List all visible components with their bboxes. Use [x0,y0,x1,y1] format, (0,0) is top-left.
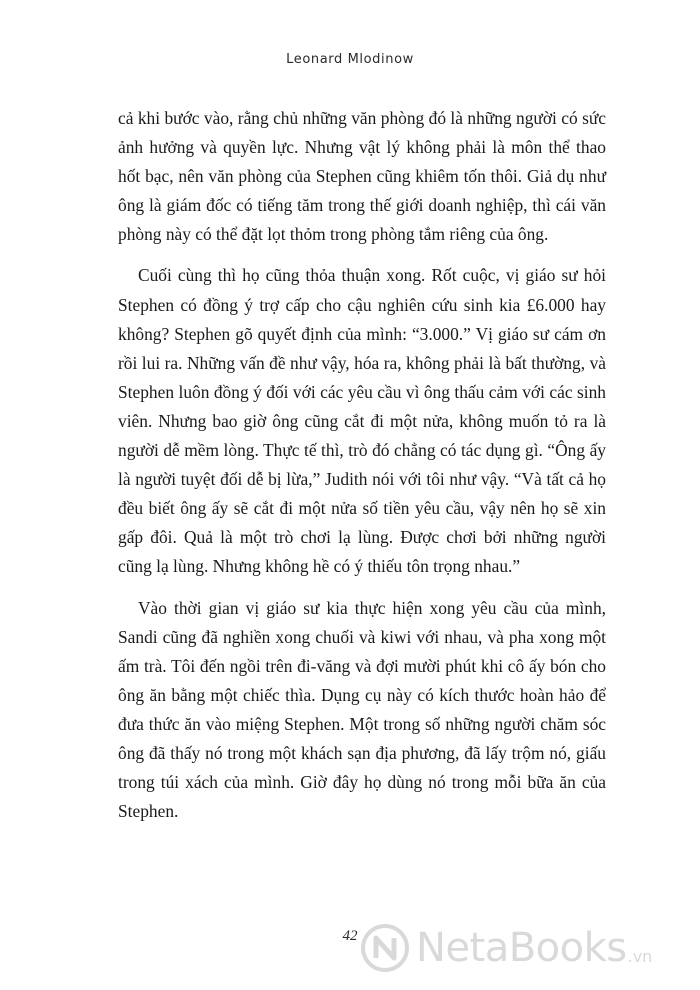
running-head-author: Leonard Mlodinow [286,52,414,67]
netabooks-logo-icon [360,923,410,973]
watermark-suffix: .vn [627,946,653,966]
watermark-brand: NetaBooks [416,925,627,971]
paragraph-1: cả khi bước vào, rằng chủ những văn phòng đó là những người có sức ảnh hưởng và quyền lực. Nhưng vật lý không phải là môn thể thao hốt bạc, nên văn phòng của Stephen cũng khiêm tốn thôi. Giả dụ như ông là giám đốc có tiếng tăm trong thế giới doanh nghiệp, thì cái văn phòng này có thể đặt lọt thỏm trong phòng tắm riêng của ông. [118,108,606,245]
paragraph-3: Vào thời gian vị giáo sư kia thực hiện xong yêu cầu của mình, Sandi cũng đã nghiền xong chuối và kiwi với nhau, và pha xong một ấm trà. Tôi đến ngồi trên đi-văng và đợi mười phút khi cô ấy bón cho ông ăn bằng một chiếc thìa. Dụng cụ này có kích thước hoàn hảo để đưa thức ăn vào miệng Stephen. Một trong số những người chăm sóc ông đã thấy nó trong một khách sạn địa phương, đã lấy trộm nó, giấu trong túi xách của mình. Giờ đây họ dùng nó trong mỗi bữa ăn của Stephen. [118,597,606,822]
paragraph-2: Cuối cùng thì họ cũng thỏa thuận xong. Rốt cuộc, vị giáo sư hỏi Stephen có đồng ý trợ cấp cho cậu nghiên cứu sinh kia £6.000 hay không? Stephen gõ quyết định của mình: “3.000.” Vị giáo sư cám ơn rồi lui ra. Những vấn đề như vậy, hóa ra, không phải là bất thường, và Stephen luôn đồng ý đối với các yêu cầu vì ông thấu cảm với các sinh viên. Nhưng bao giờ ông cũng cắt đi một nửa, không muốn tỏ ra là người dễ mềm lòng. Thực tế thì, trò đó chẳng có tác dụng gì. “Ông ấy là người tuyệt đối dễ bị lừa,” Judith nói với tôi như vậy. “Và tất cả họ đều biết ông ấy sẽ cắt đi một nửa số tiền yêu cầu, vậy nên họ sẽ xin gấp đôi. Quả là một trò chơi lạ lùng. Được chơi bởi những người cũng lạ lùng. Nhưng không hề có ý thiếu tôn trọng nhau.” [118,265,606,577]
page-number: 42 [342,928,358,944]
watermark [360,918,652,978]
body-text [118,104,606,826]
